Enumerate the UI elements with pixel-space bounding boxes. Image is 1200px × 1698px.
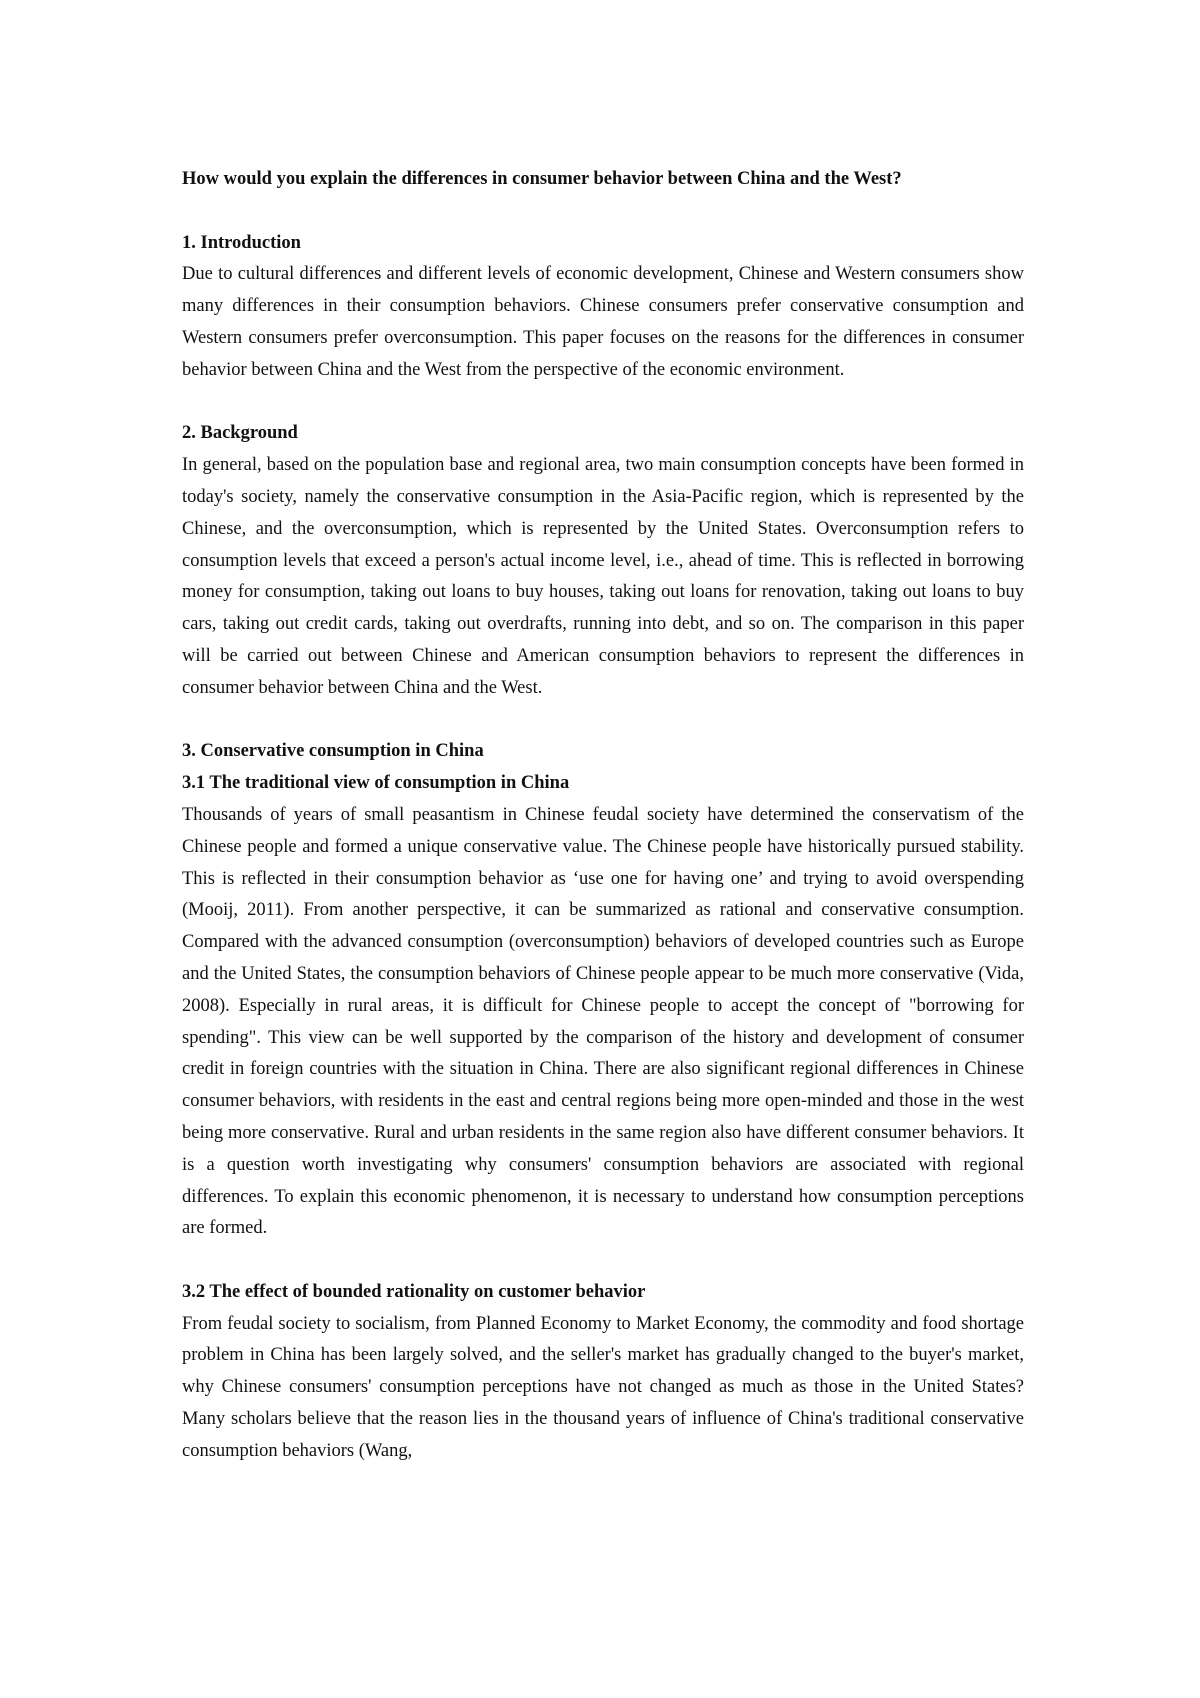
subsection-heading-bounded-rationality: 3.2 The effect of bounded rationality on customer behavior: [182, 1281, 646, 1302]
section-body-bounded-rationality: From feudal society to socialism, from Planned Economy to Market Economy, the commodity and food shortage problem in China has been largely solved, and the seller's market has gradually changed to the buyer's market, why Chinese consumers' consumption perceptions have not changed as much as those in the United States? Many scholars believe that the reason lies in the thousand years of influence of China's traditional conservative consumption behaviors (Wang,: [182, 1313, 1024, 1461]
section-body-introduction: Due to cultural differences and different levels of economic development, Chinese and Western consumers show many differences in their consumption behaviors. Chinese consumers prefer conservative consumption and Western consumers prefer overconsumption. This paper focuses on the reasons for the differences in consumer behavior between China and the West from the perspective of the economic environment.: [182, 264, 1024, 380]
section-body-background: In general, based on the population base and regional area, two main consumption concepts have been formed in today's society, namely the conservative consumption in the Asia-Pacific region, which is represented by the Chinese, and the overconsumption, which is represented by the United States. Overconsumption refers to consumption levels that exceed a person's actual income level, i.e., ahead of time. This is reflected in borrowing money for consumption, taking out loans to buy houses, taking out loans for renovation, taking out loans to buy cars, taking out credit cards, taking out overdrafts, running into debt, and so on. The comparison in this paper will be carried out between Chinese and American consumption behaviors to represent the differences in consumer behavior between China and the West.: [182, 455, 1024, 698]
document-title: How would you explain the differences in consumer behavior between China and the West?: [182, 169, 902, 189]
section-heading-background: 2. Background: [182, 423, 298, 444]
section-heading-conservative-consumption: 3. Conservative consumption in China: [182, 741, 484, 762]
document-page: [182, 164, 1024, 1468]
section-body-traditional-view: Thousands of years of small peasantism in Chinese feudal society have determined the conservatism of the Chinese people and formed a unique conservative value. The Chinese people have historically pursued stability. This is reflected in their consumption behavior as ‘use one for having one’ and trying to avoid overspending (Mooij, 2011). From another perspective, it can be summarized as rational and conservative consumption. Compared with the advanced consumption (overconsumption) behaviors of developed countries such as Europe and the United States, the consumption behaviors of Chinese people appear to be much more conservative (Vida, 2008). Especially in rural areas, it is difficult for Chinese people to accept the concept of "borrowing for spending". This view can be well supported by the comparison of the history and development of consumer credit in foreign countries with the situation in China. There are also significant regional differences in Chinese consumer behaviors, with residents in the east and central regions being more open-minded and those in the west being more conservative. Rural and urban residents in the same region also have different consumer behaviors. It is a question worth investigating why consumers' consumption behaviors are associated with regional differences. To explain this economic phenomenon, it is necessary to understand how consumption perceptions are formed.: [182, 804, 1024, 1239]
subsection-heading-traditional-view: 3.1 The traditional view of consumption in China: [182, 773, 570, 794]
section-heading-introduction: 1. Introduction: [182, 232, 301, 253]
